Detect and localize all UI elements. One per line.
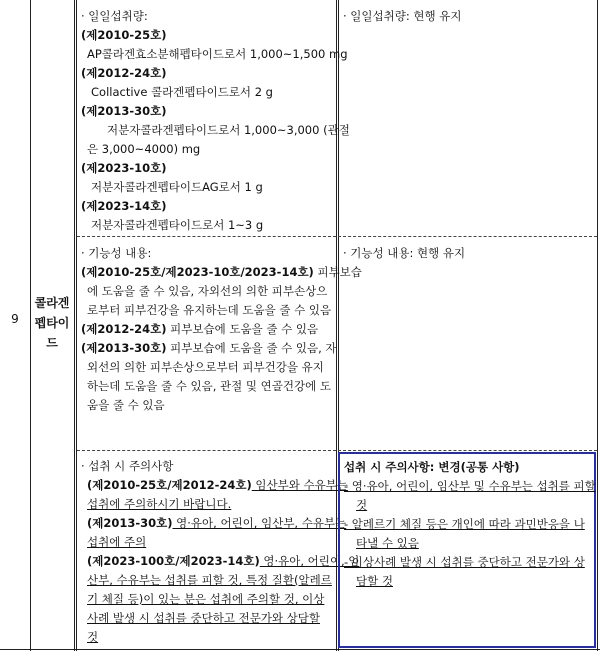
caution-code: (제2013-30호) xyxy=(87,516,173,530)
intake-code: (제2012-24호) xyxy=(81,66,167,80)
function-text: 하는데 도움을 줄 수 있음, 관절 및 연골건강에 도 xyxy=(87,379,331,393)
caution-revised-title: 섭취 시 주의사항: 변경(공통 사항) xyxy=(344,460,520,474)
function-text: 로부터 피부건강을 유지하는데 도움을 줄 수 있음 xyxy=(87,303,332,317)
section-divider xyxy=(77,236,597,237)
caution-revised xyxy=(344,458,594,591)
item-name-line: 펩타이 xyxy=(34,316,70,330)
caution-text: 산부, 수유부는 섭취를 피할 것, 특정 질환(알레르 xyxy=(87,573,332,587)
intake-code: (제2023-10호) xyxy=(81,161,167,175)
caution-text: 영·유아, 어린이, 임산부, 수유부는 xyxy=(172,516,347,530)
intake-detail: 저분자콜라겐펩타이드로서 1~3 g xyxy=(91,218,264,232)
caution-revised-item: - 이상사례 발생 시 섭취를 중단하고 전문가와 상 xyxy=(344,555,585,569)
caution-revised-item: - 알레르기 체질 등은 개인에 따라 과민반응을 나 xyxy=(344,517,585,531)
caution-text: 기 체질 등)이 있는 분은 섭취에 주의할 것, 이상 xyxy=(87,592,325,606)
intake-detail: Collactive 콜라겐펩타이드로서 2 g xyxy=(91,85,273,99)
column-divider xyxy=(597,0,598,651)
item-name xyxy=(30,293,74,353)
function-text: 피부보습 xyxy=(313,265,362,279)
caution-paragraph xyxy=(81,514,347,533)
function-text: 외선의 의한 피부손상으로부터 피부건강을 유지 xyxy=(87,360,324,374)
function-paragraph xyxy=(81,263,362,282)
column-divider xyxy=(74,0,75,651)
intake-detail: 은 3,000~4000) mg xyxy=(87,142,201,156)
function-text: 피부보습에 도움을 줄 수 있음 xyxy=(166,322,319,336)
intake-code: (제2013-30호) xyxy=(81,104,167,118)
intake-current xyxy=(81,7,350,235)
caution-paragraph xyxy=(81,552,360,571)
function-current xyxy=(81,244,362,415)
function-revised xyxy=(343,244,593,263)
function-paragraph xyxy=(81,320,335,339)
caution-title: · 섭취 시 주의사항 xyxy=(81,459,174,473)
caution-current xyxy=(81,457,360,647)
caution-revised-item: - 영·유아, 어린이, 임산부 및 수유부는 섭취를 피할 xyxy=(344,479,596,493)
intake-detail: 저분자콜라겐펩타이드로서 1,000~3,000 (관절 xyxy=(107,123,350,137)
intake-detail: AP콜라겐효소분해펩타이드로서 1,000~1,500 mg xyxy=(87,47,348,61)
intake-revised-text: · 일일섭취량: 현행 유지 xyxy=(343,9,462,23)
caution-text: 것 xyxy=(87,630,99,644)
function-paragraph xyxy=(81,339,335,358)
column-divider xyxy=(76,0,77,651)
caution-text: 임산부와 수유부는 xyxy=(251,478,348,492)
function-text: 에 도움을 줄 수 있음, 자외선의 의한 피부손상으 xyxy=(87,284,328,298)
caution-revised-item-cont: 담할 것 xyxy=(356,574,393,588)
caution-text: 섭취에 주의 xyxy=(87,535,147,549)
caution-paragraph xyxy=(81,476,348,495)
caution-text: 섭취에 주의하시기 바랍니다. xyxy=(87,497,232,511)
function-title: · 기능성 내용: xyxy=(81,246,152,260)
intake-title: · 일일섭취량: xyxy=(81,9,148,23)
intake-code: (제2023-14호) xyxy=(81,199,167,213)
section-divider xyxy=(77,450,597,451)
row-number: 9 xyxy=(11,312,19,326)
caution-code: (제2023-100호/제2023-14호) xyxy=(87,554,260,568)
item-name-line: 드 xyxy=(46,336,58,350)
intake-detail: 저분자콜라겐펩타이드AG로서 1 g xyxy=(91,180,263,194)
item-name-line: 콜라겐 xyxy=(34,296,70,310)
function-code: (제2013-30호) xyxy=(81,341,167,355)
function-code: (제2012-24호) xyxy=(81,322,167,336)
intake-revised xyxy=(343,7,593,26)
caution-text: 영·유아, 어린이, 임 xyxy=(259,554,360,568)
function-text: 움을 줄 수 있음 xyxy=(87,398,165,412)
caution-code: (제2010-25호/제2012-24호) xyxy=(87,478,252,492)
function-revised-text: · 기능성 내용: 현행 유지 xyxy=(343,246,466,260)
function-code: (제2010-25호/제2023-10호/2023-14호) xyxy=(81,265,314,279)
intake-code: (제2010-25호) xyxy=(81,28,167,42)
table-bottom-border xyxy=(0,649,600,650)
caution-revised-item-cont: 것 xyxy=(356,498,368,512)
caution-text: 사례 발생 시 섭취를 중단하고 전문가와 상담할 xyxy=(87,611,321,625)
caution-revised-item-cont: 타낼 수 있음 xyxy=(356,536,419,550)
function-text: 피부보습에 도움을 줄 수 있음, 자 xyxy=(166,341,337,355)
